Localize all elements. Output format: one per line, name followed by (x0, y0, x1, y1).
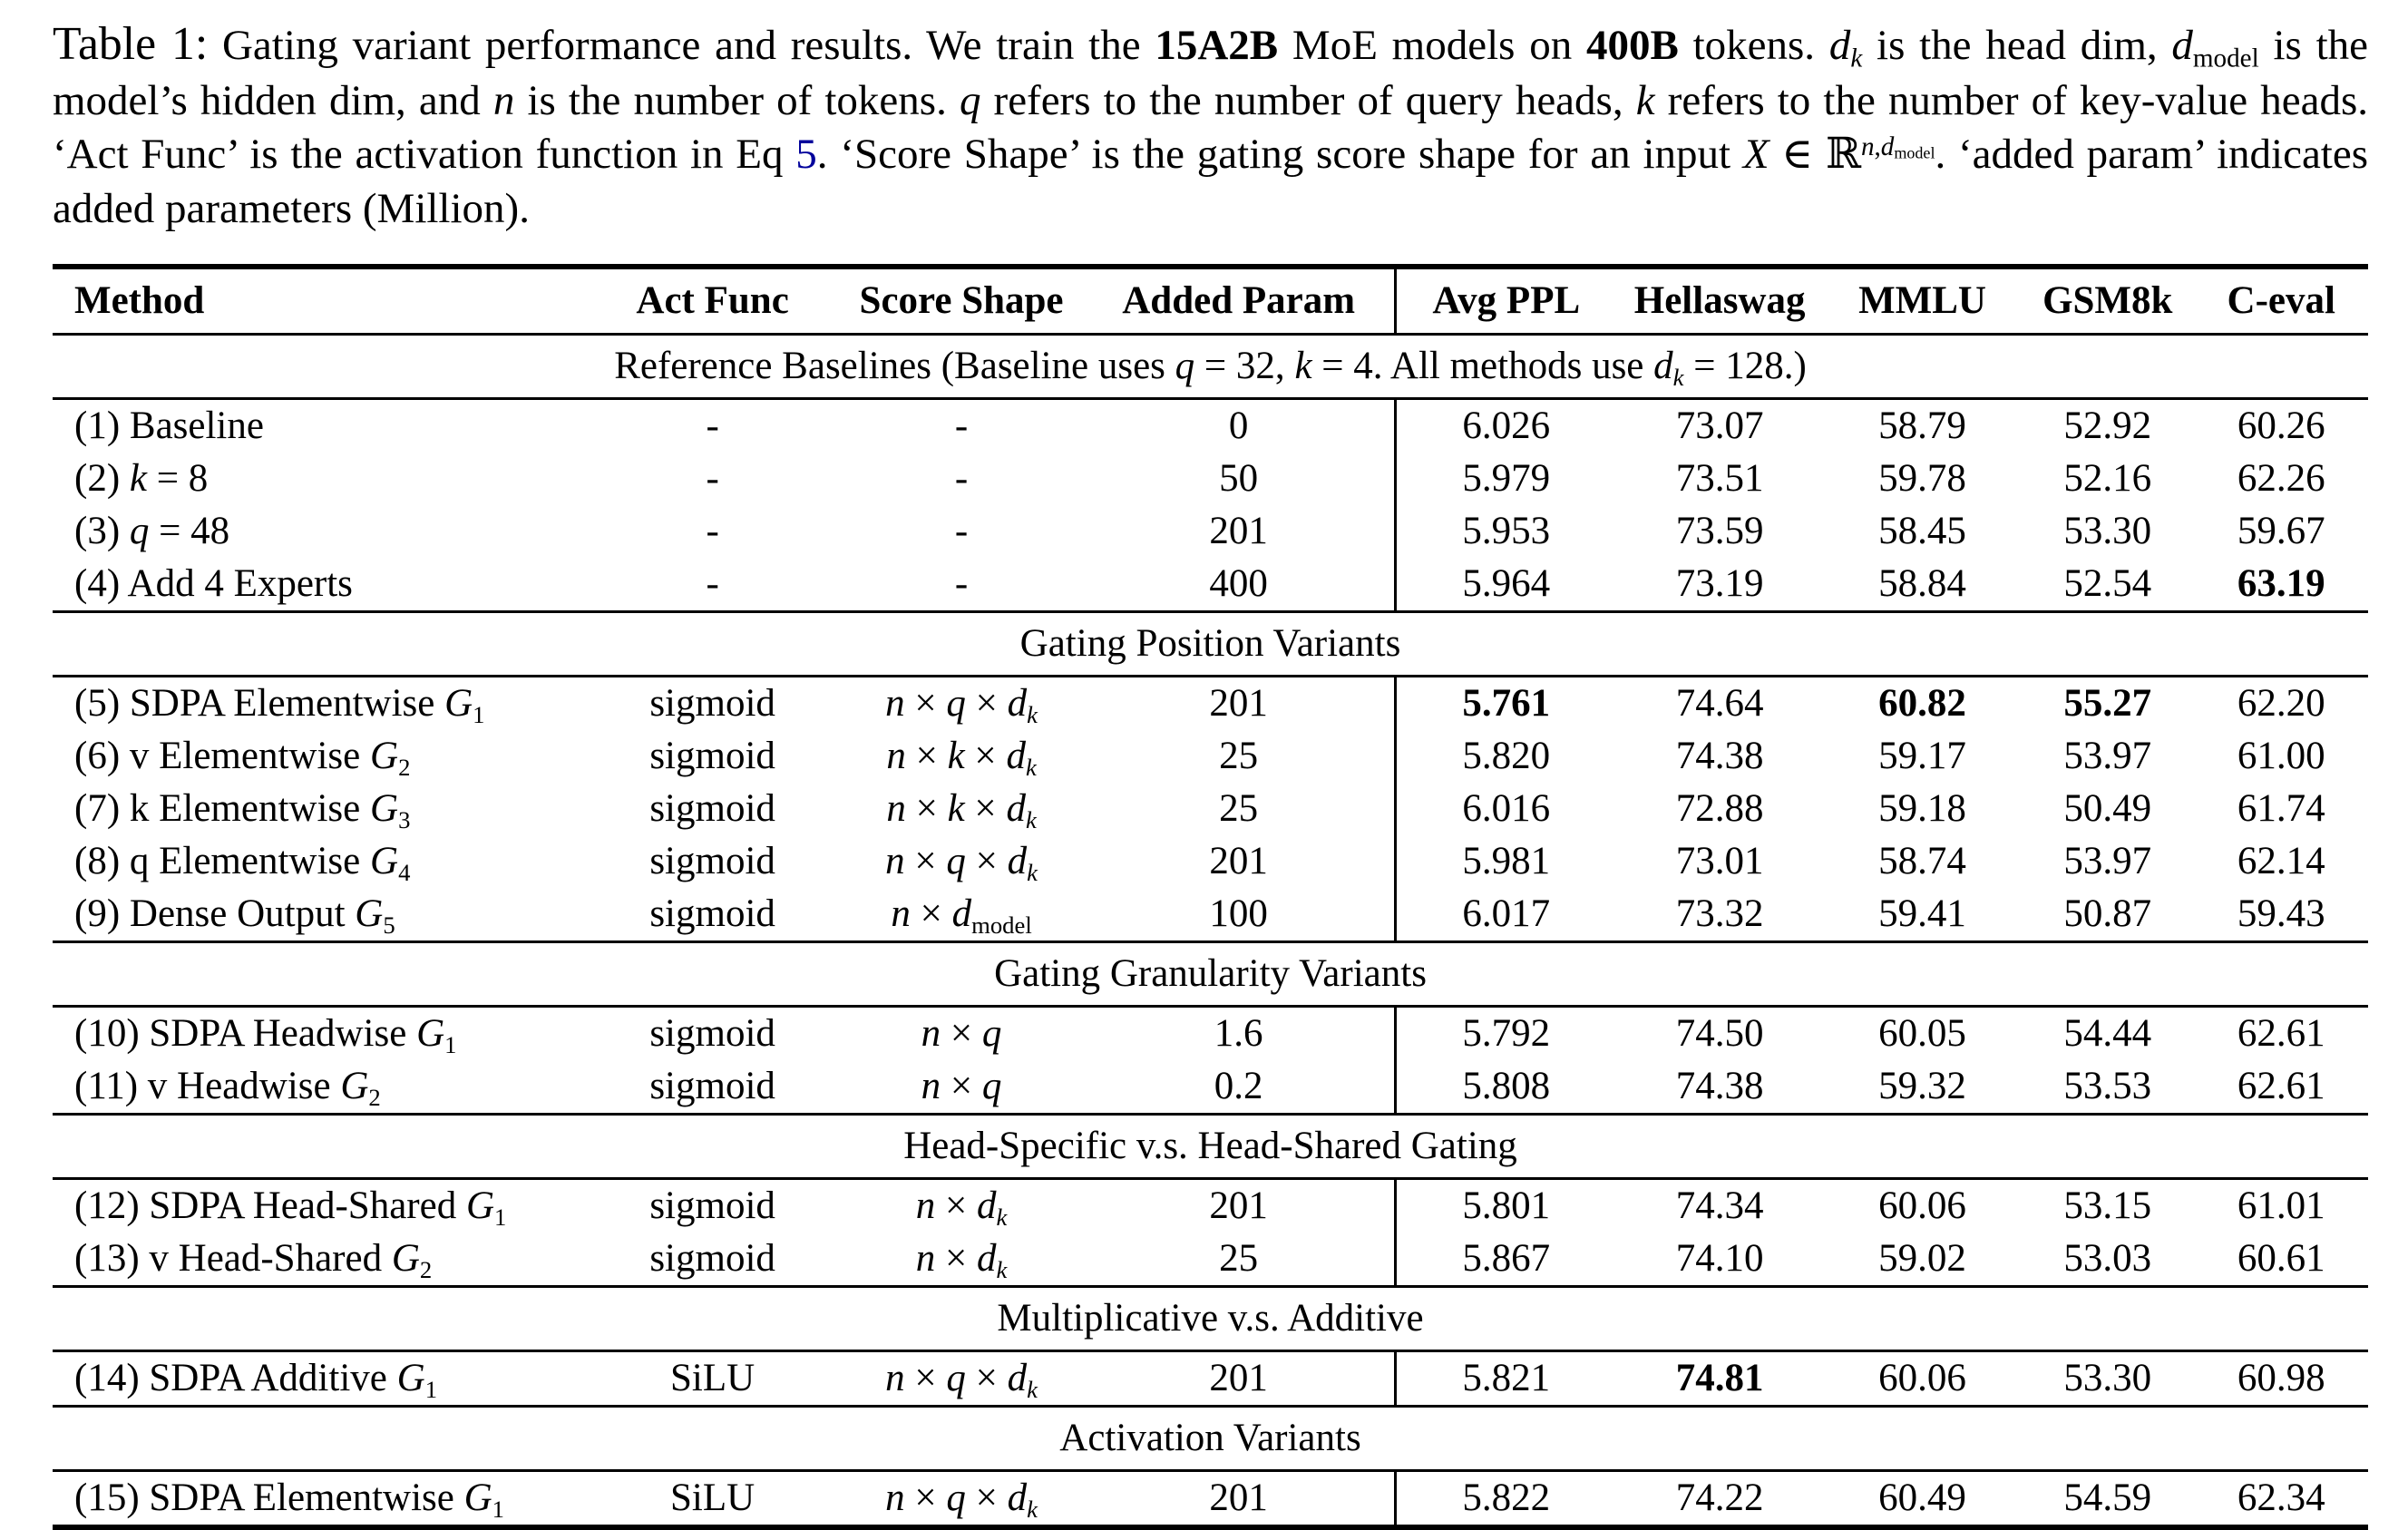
value-cell: 201 (1209, 1356, 1268, 1399)
value-cell: 55.27 (2063, 681, 2152, 725)
value-cell: 73.01 (1675, 839, 1764, 882)
value-cell: 6.026 (1396, 398, 1616, 453)
method-cell: (13) v Head-Shared $G_2$ (74, 1236, 433, 1283)
value-cell: 62.61 (2237, 1011, 2325, 1055)
column-header-score-shape: Score Shape (859, 278, 1064, 322)
section-title: Gating Granularity Variants (994, 951, 1427, 995)
value-cell: 60.05 (1878, 1011, 1966, 1055)
value-cell: 74.64 (1675, 681, 1764, 725)
value-cell: 50.49 (2063, 786, 2152, 830)
value-cell: 5.801 (1396, 1178, 1616, 1233)
table-row (53, 558, 2368, 612)
value-cell: 52.54 (2063, 561, 2152, 605)
value-cell: 6.016 (1396, 783, 1616, 835)
column-header-added-param: Added Param (1122, 278, 1356, 322)
value-cell: 59.41 (1878, 892, 1966, 935)
value-cell: SiLU (670, 1356, 756, 1399)
table-header (53, 267, 2368, 335)
value-cell: 5.821 (1396, 1350, 1616, 1406)
column-header-act-func: Act Func (636, 278, 789, 322)
value-cell: 25 (1219, 786, 1259, 830)
table-row (53, 1233, 2368, 1287)
table-caption (53, 15, 2368, 237)
column-header-hellaswag: Hellaswag (1633, 278, 1806, 322)
value-cell: 58.45 (1878, 509, 1966, 552)
table-row (53, 1470, 2368, 1527)
value-cell: SiLU (670, 1476, 756, 1519)
table-row (53, 1350, 2368, 1406)
value-cell: sigmoid (649, 734, 775, 777)
table-row (53, 835, 2368, 888)
value-cell: 74.50 (1675, 1011, 1764, 1055)
value-cell: 54.44 (2063, 1011, 2152, 1055)
table-row (53, 888, 2368, 942)
value-cell: 5.867 (1396, 1233, 1616, 1287)
section-title-row (53, 1286, 2368, 1350)
value-cell: $n \times k \times d_k$ (886, 786, 1037, 833)
caption-label: Table 1: (53, 18, 209, 70)
value-cell: 61.01 (2237, 1184, 2325, 1227)
value-cell: 72.88 (1675, 786, 1764, 830)
value-cell: 63.19 (2237, 561, 2325, 605)
value-cell: 59.78 (1878, 456, 1966, 500)
caption-body: Gating variant performance and results. We train the 15A2B MoE models on 400B tokens. $d_k$ is the head dim, $d_{model}$ is the model’s hidden dim, and n is the number of tokens. q refers to the number of query heads, k refers to the number of key-value heads. ‘Act Func’ is the activation function in Eq 5. ‘Score Shape’ is the gating score shape for an input X ∈ ℝ$^{n,d_{model}}$. ‘added param’ indicates added parameters (Million). (53, 22, 2369, 233)
method-cell: (14) SDPA Additive $G_1$ (74, 1356, 438, 1403)
method-cell: (7) k Elementwise $G_3$ (74, 786, 411, 833)
value-cell: - (954, 404, 969, 447)
value-cell: sigmoid (649, 681, 775, 725)
table-body (53, 334, 2368, 1527)
value-cell: 53.97 (2063, 839, 2152, 882)
value-cell: 60.06 (1878, 1184, 1966, 1227)
value-cell: 62.34 (2237, 1476, 2325, 1519)
section-title-row (53, 941, 2368, 1006)
value-cell: 74.10 (1675, 1236, 1764, 1280)
value-cell: 53.53 (2063, 1064, 2152, 1107)
value-cell: 60.26 (2237, 404, 2325, 447)
table-row (53, 1178, 2368, 1233)
value-cell: 60.82 (1878, 681, 1966, 725)
results-table (53, 264, 2368, 1530)
value-cell: 74.38 (1675, 734, 1764, 777)
value-cell: $n \times d_k$ (915, 1184, 1008, 1231)
value-cell: - (954, 509, 969, 552)
value-cell: 59.32 (1878, 1064, 1966, 1107)
value-cell: 74.22 (1675, 1476, 1764, 1519)
method-cell: (1) Baseline (74, 404, 264, 447)
value-cell: 25 (1219, 734, 1259, 777)
value-cell: 74.38 (1675, 1064, 1764, 1107)
value-cell: $n \times d_{model}$ (891, 892, 1032, 939)
value-cell: - (954, 456, 969, 500)
column-header-c-eval: C-eval (2227, 278, 2335, 322)
value-cell: 53.03 (2063, 1236, 2152, 1280)
value-cell: sigmoid (649, 1064, 775, 1107)
value-cell: $n \times q \times d_k$ (885, 1356, 1038, 1403)
table-row (53, 783, 2368, 835)
value-cell: 62.26 (2237, 456, 2325, 500)
section-title-row (53, 611, 2368, 676)
value-cell: 201 (1209, 681, 1268, 725)
value-cell: 53.30 (2063, 509, 2152, 552)
value-cell: 59.43 (2237, 892, 2325, 935)
value-cell: 5.979 (1396, 453, 1616, 505)
section-title-row (53, 334, 2368, 398)
value-cell: 201 (1209, 509, 1268, 552)
value-cell: 25 (1219, 1236, 1259, 1280)
value-cell: 0.2 (1214, 1064, 1263, 1107)
value-cell: 73.59 (1675, 509, 1764, 552)
section-title-row (53, 1114, 2368, 1178)
value-cell: $n \times q \times d_k$ (885, 1476, 1038, 1523)
value-cell: 100 (1209, 892, 1268, 935)
value-cell: - (706, 561, 719, 605)
value-cell: 58.74 (1878, 839, 1966, 882)
table-header-row (53, 267, 2368, 335)
value-cell: 52.16 (2063, 456, 2152, 500)
value-cell: 1.6 (1214, 1011, 1263, 1055)
value-cell: 60.61 (2237, 1236, 2325, 1280)
value-cell: 61.00 (2237, 734, 2325, 777)
value-cell: 62.61 (2237, 1064, 2325, 1107)
value-cell: 201 (1209, 839, 1268, 882)
method-cell: (3) q = 48 (74, 509, 230, 552)
method-cell: (8) q Elementwise $G_4$ (74, 839, 411, 886)
value-cell: 52.92 (2063, 404, 2152, 447)
method-cell: (9) Dense Output $G_5$ (74, 892, 395, 939)
value-cell: sigmoid (649, 786, 775, 830)
section-title: Gating Position Variants (1019, 621, 1401, 665)
value-cell: 201 (1209, 1184, 1268, 1227)
value-cell: $n \times q \times d_k$ (885, 681, 1038, 728)
value-cell: 59.17 (1878, 734, 1966, 777)
section-title-row (53, 1406, 2368, 1470)
method-cell: (2) k = 8 (74, 456, 209, 500)
table-row (53, 1060, 2368, 1115)
value-cell: 5.822 (1396, 1470, 1616, 1527)
section-title: Reference Baselines (Baseline uses q = 32, k = 4. All methods use $d_k = 128$.) (614, 344, 1807, 391)
value-cell: 62.20 (2237, 681, 2325, 725)
value-cell: 73.19 (1675, 561, 1764, 605)
value-cell: n × q (921, 1064, 1002, 1107)
value-cell: sigmoid (649, 1236, 775, 1280)
value-cell: 5.820 (1396, 730, 1616, 783)
value-cell: - (706, 456, 719, 500)
column-header-avg-ppl: Avg PPL (1396, 267, 1616, 335)
equation-ref-link[interactable]: 5 (795, 131, 817, 179)
value-cell: 5.761 (1396, 676, 1616, 730)
value-cell: - (954, 561, 969, 605)
value-cell: 53.30 (2063, 1356, 2152, 1399)
method-cell: (15) SDPA Elementwise $G_1$ (74, 1476, 504, 1523)
value-cell: 5.792 (1396, 1006, 1616, 1060)
table-row (53, 398, 2368, 453)
value-cell: 59.67 (2237, 509, 2325, 552)
value-cell: 5.808 (1396, 1060, 1616, 1115)
value-cell: 59.18 (1878, 786, 1966, 830)
table-row (53, 453, 2368, 505)
table-row (53, 1006, 2368, 1060)
value-cell: $n \times k \times d_k$ (886, 734, 1037, 781)
value-cell: 50.87 (2063, 892, 2152, 935)
method-cell: (11) v Headwise $G_2$ (74, 1064, 381, 1111)
table-row (53, 676, 2368, 730)
value-cell: 59.02 (1878, 1236, 1966, 1280)
value-cell: 62.14 (2237, 839, 2325, 882)
value-cell: 73.07 (1675, 404, 1764, 447)
value-cell: 58.84 (1878, 561, 1966, 605)
value-cell: $n \times d_k$ (915, 1236, 1008, 1283)
column-header-gsm8k: GSM8k (2042, 278, 2173, 322)
value-cell: 73.51 (1675, 456, 1764, 500)
section-title: Activation Variants (1059, 1416, 1361, 1459)
method-cell: (12) SDPA Head-Shared $G_1$ (74, 1184, 507, 1231)
value-cell: n × q (921, 1011, 1002, 1055)
value-cell: 58.79 (1878, 404, 1966, 447)
value-cell: 5.964 (1396, 558, 1616, 612)
column-header-mmlu: MMLU (1858, 278, 1986, 322)
value-cell: 60.98 (2237, 1356, 2325, 1399)
value-cell: sigmoid (649, 1011, 775, 1055)
value-cell: - (706, 509, 719, 552)
section-title: Head-Specific v.s. Head-Shared Gating (903, 1124, 1517, 1167)
paper-table-figure (53, 15, 2368, 1530)
value-cell: 53.97 (2063, 734, 2152, 777)
value-cell: 74.81 (1675, 1356, 1764, 1399)
value-cell: sigmoid (649, 1184, 775, 1227)
method-cell: (10) SDPA Headwise $G_1$ (74, 1011, 457, 1058)
value-cell: - (706, 404, 719, 447)
value-cell: 60.49 (1878, 1476, 1966, 1519)
value-cell: 5.981 (1396, 835, 1616, 888)
method-cell: (6) v Elementwise $G_2$ (74, 734, 411, 781)
value-cell: 6.017 (1396, 888, 1616, 942)
value-cell: 61.74 (2237, 786, 2325, 830)
value-cell: 53.15 (2063, 1184, 2152, 1227)
value-cell: 400 (1209, 561, 1268, 605)
value-cell: sigmoid (649, 892, 775, 935)
value-cell: 201 (1209, 1476, 1268, 1519)
value-cell: 50 (1219, 456, 1259, 500)
table-row (53, 505, 2368, 558)
value-cell: 73.32 (1675, 892, 1764, 935)
section-title: Multiplicative v.s. Additive (997, 1296, 1424, 1340)
column-header-method: Method (74, 278, 205, 322)
table-row (53, 730, 2368, 783)
value-cell: 60.06 (1878, 1356, 1966, 1399)
method-cell: (4) Add 4 Experts (74, 561, 353, 605)
value-cell: sigmoid (649, 839, 775, 882)
value-cell: 0 (1228, 404, 1249, 447)
value-cell: 5.953 (1396, 505, 1616, 558)
value-cell: 54.59 (2063, 1476, 2152, 1519)
value-cell: $n \times q \times d_k$ (885, 839, 1038, 886)
method-cell: (5) SDPA Elementwise $G_1$ (74, 681, 485, 728)
value-cell: 74.34 (1675, 1184, 1764, 1227)
